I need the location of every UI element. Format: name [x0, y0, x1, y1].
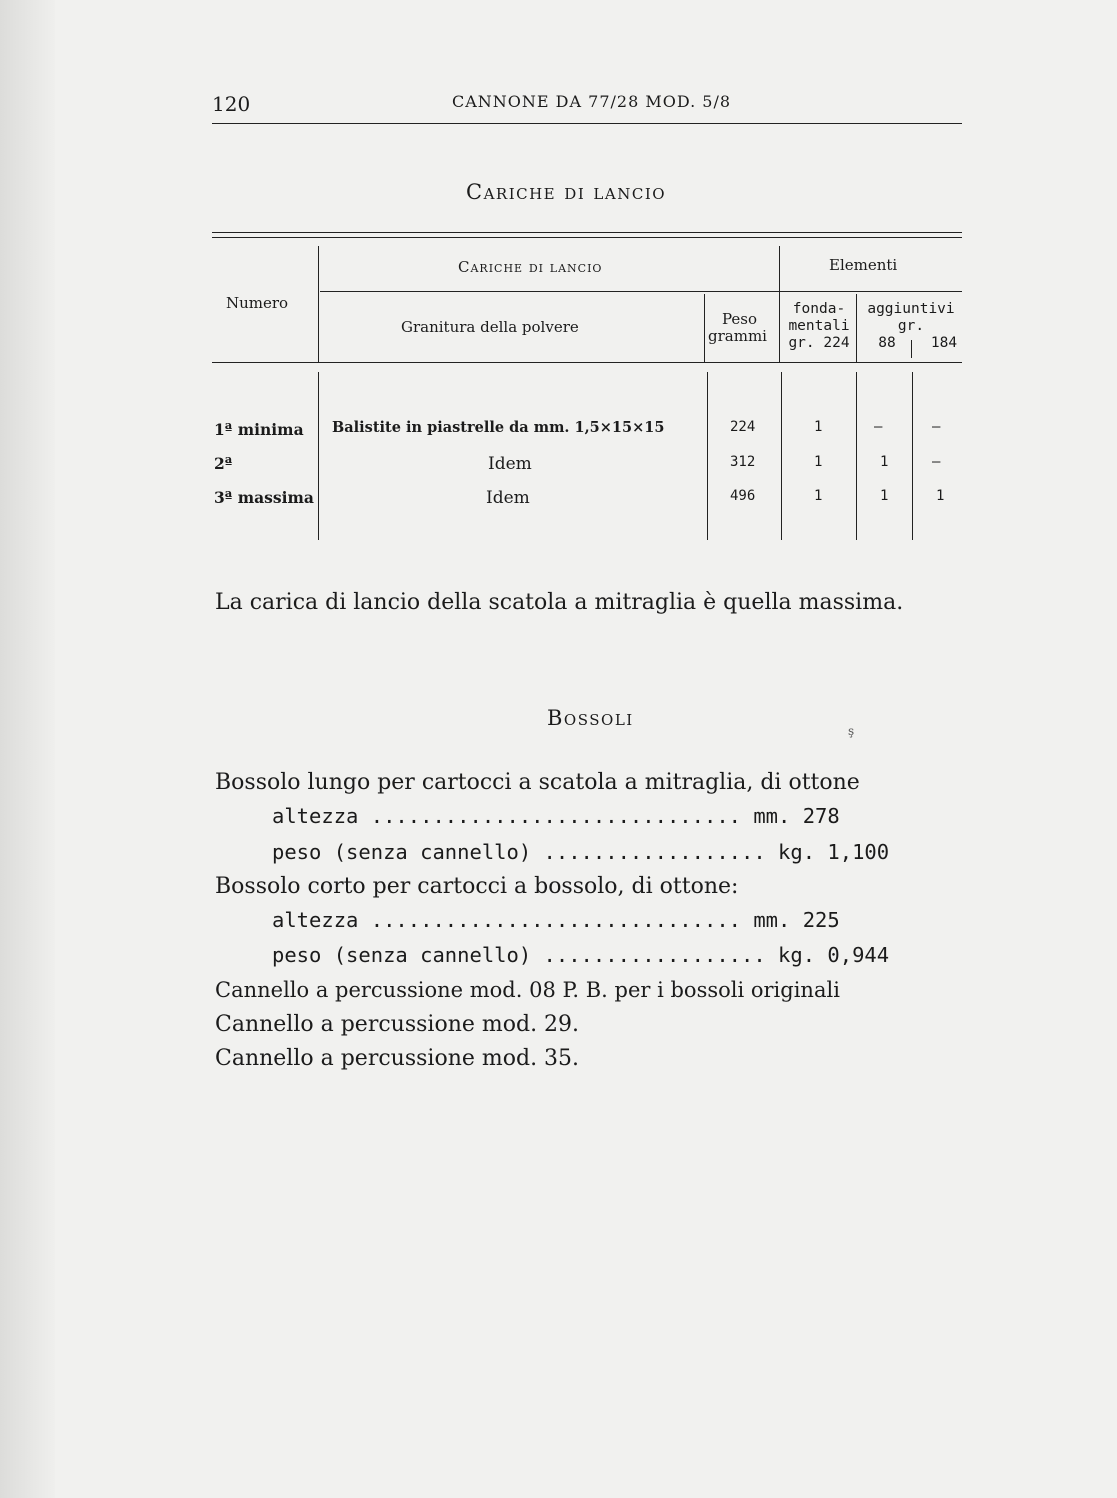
bossolo-corto-line: Bossolo corto per cartocci a bossolo, di ottone:	[215, 874, 739, 899]
bossolo-lungo-peso: peso (senza cannello) .................. kg. 1,100	[272, 840, 890, 864]
vrule-body-fond	[781, 372, 782, 540]
running-title: CANNONE DA 77/28 MOD. 5/8	[452, 92, 732, 111]
col-header-fond-3: gr. 224	[788, 335, 850, 351]
vrule-body-agg184	[912, 372, 913, 540]
cannello-08-line: Cannello a percussione mod. 08 P. B. per i bossoli originali	[215, 978, 840, 1002]
vrule-peso	[704, 294, 705, 362]
cannello-35-line: Cannello a percussione mod. 35.	[215, 1046, 580, 1071]
col-header-fond-2: mentali	[788, 318, 850, 334]
bossolo-lungo-line: Bossolo lungo per cartocci a scatola a mitraglia, di ottone	[215, 770, 860, 795]
row3-peso: 496	[730, 488, 756, 504]
vrule-elementi	[779, 246, 780, 362]
vrule-body-agg88	[856, 372, 857, 540]
row1-fond: 1	[814, 419, 823, 435]
vrule-agg-split	[911, 340, 912, 358]
vrule-body-peso	[707, 372, 708, 540]
col-header-peso-2: grammi	[708, 327, 767, 345]
running-header	[212, 90, 962, 120]
vrule-fond	[856, 294, 857, 362]
page-number: 120	[212, 92, 251, 116]
col-group-elementi: Elementi	[829, 256, 898, 274]
row1-agg88: —	[874, 419, 883, 435]
row3-agg88: 1	[880, 488, 889, 504]
section-title-bossoli: Bossoli	[547, 706, 634, 730]
col-group-cariche: Cariche di lancio	[458, 258, 603, 276]
row1-numero: 1ª minima	[214, 420, 304, 439]
bossolo-lungo-altezza: altezza .............................. mm. 278	[272, 804, 840, 828]
header-rule	[212, 123, 962, 124]
row2-agg88: 1	[880, 454, 889, 470]
col-header-numero: Numero	[226, 294, 289, 312]
table-top-rule-1	[212, 232, 962, 233]
cariche-table	[212, 232, 964, 542]
bossolo-corto-altezza: altezza .............................. mm. 225	[272, 908, 840, 932]
col-header-fond-1: fonda-	[792, 301, 846, 317]
col-header-peso-1: Peso	[722, 310, 758, 328]
col-header-agg-88: 88	[878, 335, 896, 351]
row2-granitura: Idem	[488, 454, 532, 474]
vrule-body-numero	[318, 372, 319, 540]
row2-numero: 2ª	[214, 454, 233, 473]
col-header-agg-1: aggiuntivi	[867, 301, 955, 317]
row1-agg184: —	[932, 419, 941, 435]
row3-granitura: Idem	[486, 488, 530, 508]
row3-agg184: 1	[936, 488, 945, 504]
bossolo-corto-peso: peso (senza cannello) .................. kg. 0,944	[272, 943, 890, 967]
header-group-rule	[320, 291, 962, 292]
row3-numero: 3ª massima	[214, 488, 314, 507]
row3-fond: 1	[814, 488, 823, 504]
vrule-numero	[318, 246, 319, 362]
col-header-agg-184: 184	[930, 335, 958, 351]
row2-fond: 1	[814, 454, 823, 470]
row1-peso: 224	[730, 419, 756, 435]
note-carica-massima: La carica di lancio della scatola a mitraglia è quella massima.	[215, 590, 904, 615]
table-top-rule-2	[212, 237, 962, 238]
col-header-granitura: Granitura della polvere	[401, 318, 579, 336]
cannello-29-line: Cannello a percussione mod. 29.	[215, 1012, 580, 1037]
col-header-agg-2: gr.	[897, 318, 925, 334]
ink-speck: ş	[848, 724, 855, 738]
section-title-cariche: Cariche di lancio	[466, 180, 667, 204]
row2-agg184: —	[932, 454, 941, 470]
header-bottom-rule	[212, 362, 962, 363]
row1-granitura: Balistite in piastrelle da mm. 1,5×15×15	[332, 419, 665, 436]
row2-peso: 312	[730, 454, 756, 470]
page-edge-shadow	[0, 0, 55, 1498]
